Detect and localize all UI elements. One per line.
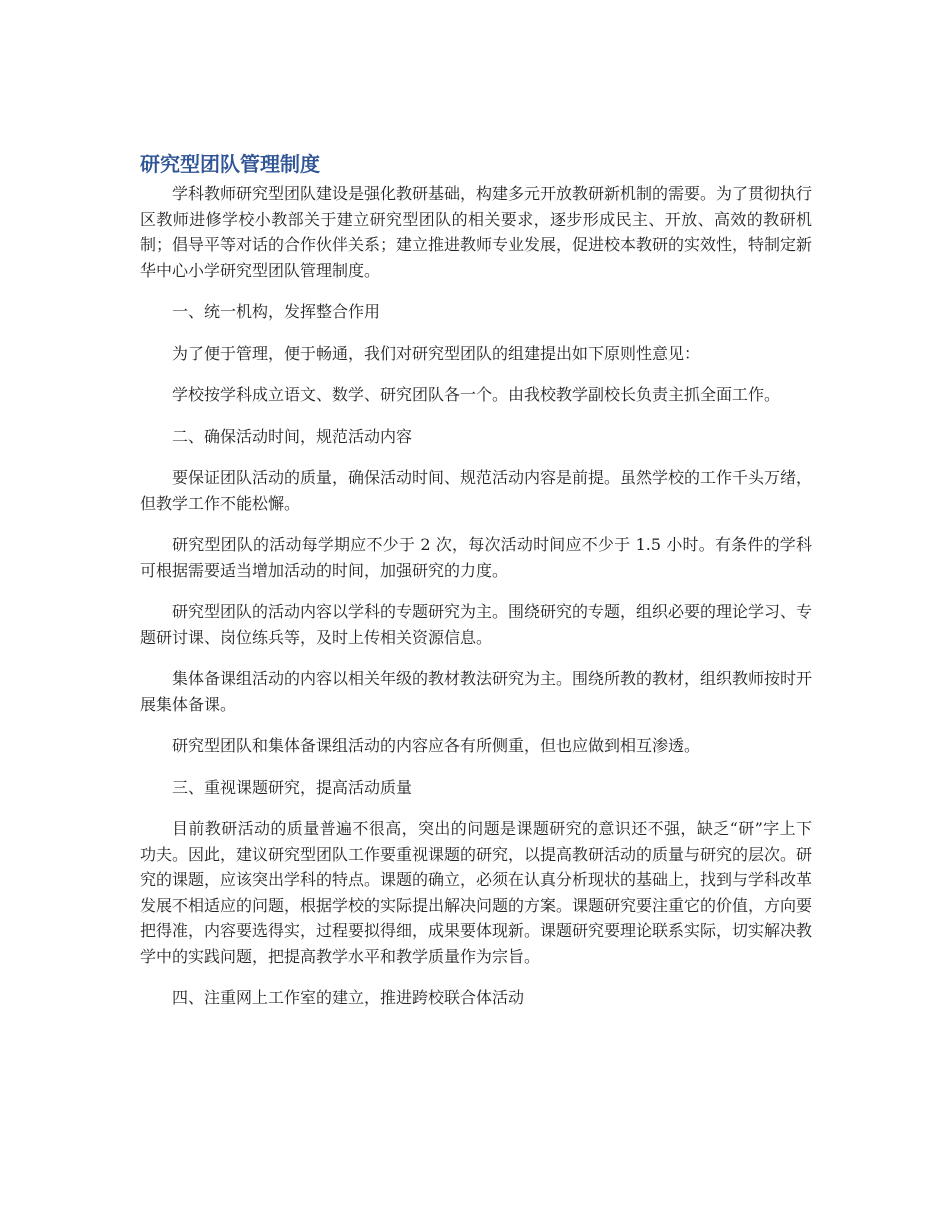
paragraph: 为了便于管理，便于畅通，我们对研究型团队的组建提出如下原则性意见： (172, 343, 701, 363)
intro-paragraph: 学科教师研究型团队建设是强化教研基础，构建多元开放教研新机制的需要。为了贯彻执行区教师进修学校小教部关于建立研究型团队的相关要求，逐步形成民主、开放、高效的教研机制；倡导平等对话的合作伙伴关系；建立推进教师专业发展，促进校本教研的实效性，特制定新华中心小学研究型团队管理制度。 (140, 184, 813, 280)
document-title: 研究型团队管理制度 (140, 152, 320, 176)
paragraph: 研究型团队的活动每学期应不少于 2 次，每次活动时间应不少于 1.5 小时。有条件的学科可根据需要适当增加活动的时间，加强研究的力度。 (140, 535, 812, 580)
paragraph: 学校按学科成立语文、数学、研究团队各一个。由我校教学副校长负责主抓全面工作。 (172, 385, 781, 404)
section-heading-2: 二、确保活动时间，规范活动内容 (172, 426, 413, 446)
paragraph: 目前教研活动的质量普遍不很高，突出的问题是课题研究的意识还不强，缺乏“研”字上下功夫。因此，建议研究型团队工作要重视课题的研究，以提高教研活动的质量与研究的层次。研究的课题，应该突出学科的特点。课题的确立，必须在认真分析现状的基础上，找到与学科改革发展不相适应的问题，根据学校的实际提出解决问题的方案。课题研究要注重它的价值，方向要把得准，内容要选得实，过程要拟得细，成果要体现新。课题研究要理论联系实际，切实解决教学中的实践问题，把提高教学水平和教学质量作为宗旨。 (140, 819, 813, 966)
section-heading-1: 一、统一机构，发挥整合作用 (172, 302, 381, 321)
section-heading-4: 四、注重网上工作室的建立，推进跨校联合体活动 (172, 988, 525, 1007)
paragraph: 集体备课组活动的内容以相关年级的教材教法研究为主。围绕所教的教材，组织教师按时开展集体备课。 (140, 669, 813, 714)
paragraph: 要保证团队活动的质量，确保活动时间、规范活动内容是前提。虽然学校的工作千头万绪，但教学工作不能松懈。 (140, 468, 813, 513)
document-page (140, 150, 812, 1027)
paragraph: 研究型团队的活动内容以学科的专题研究为主。围绕研究的专题，组织必要的理论学习、专题研讨课、岗位练兵等，及时上传相关资源信息。 (140, 602, 813, 647)
section-heading-3: 三、重视课题研究，提高活动质量 (172, 777, 413, 797)
paragraph: 研究型团队和集体备课组活动的内容应各有所侧重，但也应做到相互渗透。 (172, 736, 701, 755)
